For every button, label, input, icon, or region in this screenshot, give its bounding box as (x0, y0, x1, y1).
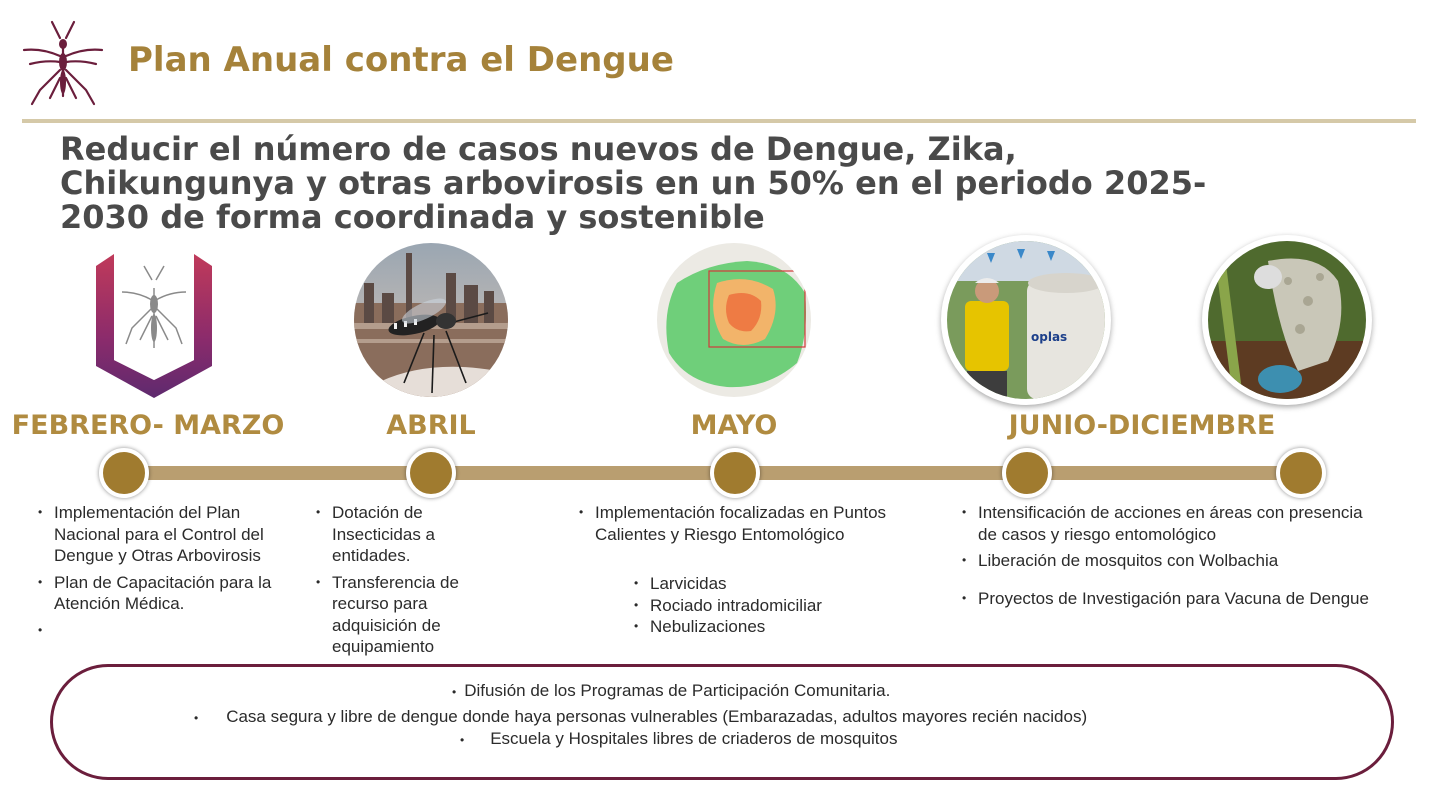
list-item: • Proyectos de Investigación para Vacuna de Dengue (962, 588, 1382, 610)
mayo-sublist (634, 573, 894, 638)
community-item: • Escuela y Hospitales libres de criaderos de mosquitos (460, 729, 898, 748)
list-item: • Intensificación de acciones en áreas con presencia de casos y riesgo entomológico (962, 502, 1382, 545)
mosquito-city-photo (354, 243, 508, 397)
febrero-marzo-list (38, 502, 288, 646)
period-label-abril: ABRIL (386, 410, 476, 441)
tank-brand-text: oplas (1031, 330, 1068, 344)
list-item: • Plan de Capacitación para la Atención Médica. (38, 572, 288, 615)
page-title: Plan Anual contra el Dengue (128, 40, 674, 80)
water-tank-inspection-photo (941, 235, 1111, 405)
list-item: • Implementación focalizadas en Puntos Calientes y Riesgo Entomológico (579, 502, 899, 545)
period-label-mayo: MAYO (690, 410, 778, 441)
list-item (38, 620, 288, 641)
timeline-dot (406, 448, 456, 498)
sub-list-item: • Larvicidas (634, 573, 894, 595)
mosquito-icon (22, 18, 104, 108)
list-item: • Implementación del Plan Nacional para el Control del Dengue y Otras Arbovirosis (38, 502, 288, 567)
sub-list-item: • Rociado intradomiciliar (634, 595, 894, 617)
field-worker-photo (1202, 235, 1372, 405)
community-item: • Casa segura y libre de dengue donde haya personas vulnerables (Embarazadas, adultos mayores recién nacidos) (194, 707, 1088, 726)
header-divider (22, 119, 1416, 123)
community-item: • Difusión de los Programas de Participación Comunitaria. (452, 681, 891, 700)
timeline-dot (1002, 448, 1052, 498)
objective-subtitle: Reducir el número de casos nuevos de Dengue, Zika, Chikungunya y otras arbovirosis en un 50% en el periodo 2025-2030 de forma coordinada y sostenible (60, 130, 1207, 236)
junio-diciembre-list (962, 502, 1382, 614)
period-label-febrero-marzo: FEBRERO- MARZO (11, 410, 285, 441)
timeline-dot (99, 448, 149, 498)
timeline-dot (710, 448, 760, 498)
abril-list (316, 502, 506, 663)
list-item: • Dotación de Insecticidas a entidades. (316, 502, 506, 567)
period-label-junio-diciembre: JUNIO-DICIEMBRE (1008, 410, 1276, 441)
program-logo (92, 248, 216, 398)
sub-list-item: • Nebulizaciones (634, 616, 894, 638)
list-item: • Liberación de mosquitos con Wolbachia (962, 550, 1382, 572)
timeline-dot (1276, 448, 1326, 498)
list-item: • Transferencia de recurso para adquisición de equipamiento (316, 572, 506, 658)
risk-map (657, 243, 811, 397)
mayo-list (579, 502, 899, 550)
